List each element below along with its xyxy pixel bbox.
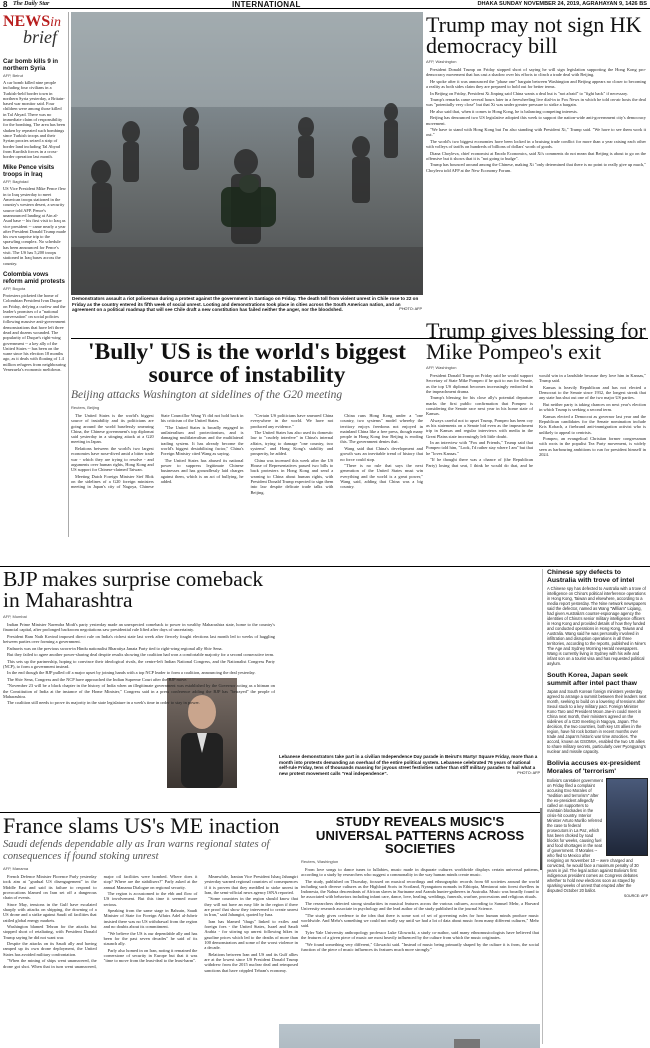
- brief-headline: Car bomb kills 9 in northern Syria: [3, 58, 59, 72]
- paragraph: The world's two biggest economies have been locked in a bruising trade conflict for more than a year raising each other with volleys of tariffs on hundreds of billions of dollars' worth of goods.: [426, 138, 646, 150]
- pompeo-story: [426, 320, 646, 552]
- paragraph: Indian Prime Minister Narendra Modi's party yesterday made an unexpected comeback to power in wealthy Maharashtra state, home to the country's financial capital, after prolonged backroom negotiations saw presidential rule lifted after days of uncertainty.: [3, 622, 275, 633]
- bully-source: Reuters, Beijing: [71, 405, 100, 410]
- bjp-body: [3, 622, 275, 706]
- caption-text: Lebanese demonstrators take part in a civilian Independence Day parade in Beirut's Martyr Square Friday, more than a month into protests demanding an overhaul of the entire political system. Lebanese celebrated 76 years of national self-rule Friday, tens of thousands massing for joyous street festivities rather than stiff military parades to hail what a new protest movement calls "real independence".: [279, 754, 538, 776]
- lebanon-photo-caption: [279, 754, 540, 776]
- paragraph: The coalition still needs to prove its majority in the state legislature in a week's time in order to stay in power.: [7, 700, 200, 706]
- paper-name: The Daily Star: [13, 1, 50, 7]
- brief-source: AFP, Bogota: [3, 285, 26, 291]
- paragraph: But neither party is taking chances on next year's election in which Trump is seeking a second term.: [539, 401, 646, 413]
- paragraph: But they failed to agree another power-sharing deal despite results showing the coalition had won a comfortable majority for a second consecutive term.: [7, 652, 275, 658]
- paragraph: The researchers detected strong similarities in musical features across the various cultures, according to Samuel Mehr, a Harvard University research associate in psychology and the lead author of the study published in the journal Science.: [301, 900, 539, 912]
- paragraph: President Donald Trump on Friday said he would support Secretary of State Mike Pompeo if he quit to run for Senate, as the top US diplomat becomes increasingly embroiled in the impeachment drama.: [426, 373, 533, 394]
- paragraph: Always careful not to upset Trump, Pompeo has been coy as his statements on a Senate bid even as the impeachment trip in Kansas and regular interviews with media in the Great Plains state increasingly left little doubt.: [426, 417, 533, 439]
- dateline: DHAKA SUNDAY NOVEMBER 24, 2019, AGRAHAYAN 9, 1426 BS: [477, 1, 647, 7]
- chile-protest-photo: [71, 12, 423, 295]
- column-divider: [68, 12, 69, 537]
- paragraph: Tyler Yale University anthropology professor Luke Glowacki, a study co-author, said many ethnomusicologists have believed that the features of a given piece of music are most heavily influenced by the culture from which the music originates.: [301, 929, 539, 941]
- bolivia-credit: SOURCE: AFP: [623, 893, 648, 898]
- paragraph: Beijing has denounced two US legislative adopted this week to support the nation-wide anti-government city's democracy movement.: [426, 115, 646, 126]
- hk-source: AFP, Washington: [426, 59, 457, 64]
- hk-body: [426, 67, 646, 173]
- chile-photo-caption: [72, 296, 422, 313]
- korea-headline: South Korea, Japan seek summit after intel pact thaw: [547, 672, 637, 687]
- bolivia-body: Bolivia's caretaker government on Friday filed a complaint accusing Evo Morales of "sedition and terrorism" after the ex-president allegedly called on supporters to maintain blockades in the crisis-hit country. Interior Minister Arturo Murillo referred the case to federal prosecutors in La Paz, which has been choked by road blocks for weeks, causing fuel and food shortages in the seat of government. If Morales -- who fled to Mexico after resigning on November 10 -- were charged and convicted, he would face a maximum penalty of 30 years in jail. The legal action against Bolivia's first indigenous president comes as Congress debates whether to hold new elections soon as stayed by sparking weeks of unrest that erupted after the disputed October 20 ballot.: [547, 777, 639, 893]
- paragraph: Iran has blamed "thugs" linked to exiles and foreign foes - the United States, Israel and Saudi Arabia - for stirring up unrest following hikes in gasoline prices which led to the deaths of more than 100 demonstrators and some of the worst violence in a decade.: [204, 918, 298, 951]
- spy-box: [547, 569, 648, 666]
- hk-headline: Trump may not sign HK democracy bill: [426, 14, 642, 58]
- paragraph: President Donald Trump on Friday stopped short of saying he will sign legislation supporting the Hong Kong pro-democracy movement that has cast a shadow over his efforts to clinch a trade deal with Beijing.: [426, 67, 646, 78]
- paragraph: "We have to stand with Hong Kong but I'm also standing with President Xi," Trump said. "We have to see them work it out.": [426, 127, 646, 138]
- hk-story: [426, 14, 646, 319]
- paragraph: Pompeo, an evangelical Christian former congressman with roots in the populist Tea Party movement, is widely seen as harbouring ambitions to run for president himself in 2024.: [539, 436, 646, 457]
- brief-item: [3, 271, 66, 372]
- brief-headline: Mike Pence visits troops in Iraq: [3, 164, 55, 179]
- paragraph: Speaking from the same stage in Bahrain, Saudi Minister of State for Foreign Affairs Adel al-Jubeir insisted there was no US withdrawal from the region and no doubts about its commitment.: [103, 908, 198, 930]
- brief-title-in: in: [50, 15, 62, 30]
- paragraph: Trump's remarks came several hours later in a freewheeling live dial-in to Fox News in which he told on-air hosts the deal was "potentially very close" but that Xi was under greater pressure to strike a bargain.: [426, 97, 646, 108]
- paragraph: "There is no rule that says the next generation of the United States must win everything and the world is a great power," Wang said, adding that China was a big country.: [340, 463, 423, 490]
- paragraph: Fadnavis was on the previous sworn-in Hindu nationalist Bharatiya Janata Party tied to right-wing regional ally Shiv Sena.: [7, 645, 223, 651]
- paragraph: "We believe the US is our dependable ally and has been for the past seven decades" he said of its staunch ally.: [103, 930, 198, 947]
- paragraph: Meeting Dutch Foreign Minister Stef Blok on the sidelines of a G20 foreign ministers meeting in Japan's city of Nagoya, Chinese State Councillor Wang Yi did not hold back in his criticism of the United States.: [71, 413, 244, 490]
- paragraph: China runs Hong Kong under a "one country, two systems" model whereby the territory enjoys freedoms not enjoyed in mainland China like a free press, though many people in Hong Kong fear Beijing is eroding this. The government denies that.: [340, 413, 423, 445]
- section-rule: [0, 812, 540, 813]
- paragraph: Washington blamed Tehran for the attacks but stopped short of retaliating, with President Donald Trump saying he did not want war.: [3, 924, 97, 940]
- paragraph: The United States is the world's biggest source of instability and its politicians are going around the world baselessly smearing China, the Chinese government's top diplomat said yesterday in a stinging attack at a G20 meeting in Japan.: [71, 413, 154, 445]
- korea-body: Japan and South Korean foreign ministers yesterday agreed to arrange a summit between their leaders next month, seeking to build on a lowering of tensions after Seoul stuck to a key military pact. Foreign Minister Kono Taro and President Moon Jae-in could meet in China next month, their ministers agreed on the sidelines of a G20 meeting in Nagoya, Japan. The decision, the two countries, both key US allies in the region, have hit rock bottom in recent months over trade and Japan's historic war time atrocities. The accord, known as GSOMIA, enabled the two US allies to share military secrets, particularly over Pyongyang's nuclear and missile capacity.: [547, 689, 647, 755]
- bjp-story: [3, 569, 275, 799]
- paragraph: Relations between Iran and US and its Gulf allies are at the lowest since US President Donald Trump withdrew from the 2015 nuclear deal and reimposed sanctions that have crippled Tehran's economy.: [204, 951, 298, 973]
- music-headline: STUDY REVEALS MUSIC'S UNIVERSAL PATTERNS ACROSS SOCIETIES: [315, 815, 525, 857]
- france-subhead: Saudi defends dependable ally as Iran warns regional states of consequences if found stoking unrest: [3, 839, 270, 862]
- france-source: AFP, Manama: [3, 866, 29, 871]
- music-body: [301, 867, 539, 952]
- paragraph: He also said that, when it comes to Hong Kong, he is balancing competing interests.: [430, 108, 578, 114]
- paragraph: From love songs to dance tunes to lullabies, music made in disparate cultures worldwide displays certain universal patterns, according to a study by researchers who suggest a commonality in the way human minds create music.: [301, 866, 539, 878]
- paragraph: He spoke after it was announced the "phase one" bargain between Washington and Beijing appears no closer to becoming a reality as both sides claim they are prepared to hold out for better terms.: [426, 78, 646, 90]
- section-name: INTERNATIONAL: [232, 0, 301, 9]
- paragraph: "When the mining of ships went unanswered, the drone got shot. When that in turn went unanswered, major oil facilities were bombed. Where does it stop? Where are the stabilisers?" Parly asked at the annual Manama Dialogue on regional security.: [3, 874, 198, 969]
- brief-body: A car bomb killed nine people including four civilians in a Turkish-held border town in northern Syria yesterday, a Britain-based war monitor said. Four children were among those killed in Tal Abyad. There was no immediate claim of responsibility for the bombing. The area has been shaken by repeated such bombings since Turkish troops and their Syrian proxies seized a strip of border land including Tal Abyad from Kurdish forces in a cross-border operation last month.: [3, 80, 65, 160]
- bully-body: [71, 413, 423, 551]
- paragraph: "The study gives credence to the idea that there is some sort of set of governing rules for how human minds produce music worldwide. And Mehr's something we could not really say until we had a lot of data about music from many different cultures," Mehr said.: [301, 912, 539, 929]
- korea-box: [547, 672, 648, 754]
- paragraph: "Certain US politicians have smeared China everywhere in the world. We have not produced any evidence.": [250, 413, 334, 429]
- paragraph: The United States has also used its domestic law to "crudely interfere" in China's internal affairs, trying to damage "one country, two systems" and Hong Kong's stability and prosperity, he added.: [250, 430, 334, 457]
- france-story: [3, 815, 298, 1045]
- bully-story: [71, 341, 423, 551]
- bjp-source: AFP, Mumbai: [3, 614, 27, 619]
- paragraph: Relations between the world's two largest economies have nose-dived amid a bitter trade war - which they are trying to resolve - and arguments over human rights, Hong Kong and US support for Chinese-claimed Taiwan.: [71, 445, 154, 473]
- paragraph: The region is accustomed to the ebb and flow of US involvement. But this time it seemed more serious.: [103, 891, 198, 907]
- paragraph: In an interview with "Fox and Friends," Trump said that Pompeo told him, "Look, I'd rather stay where I am" but that he "loves Kansas.": [426, 440, 533, 456]
- paragraph: French Defence Minister Florence Parly yesterday took aim at "gradual US disengagement" in the Middle East and said its failure to respond to provocations blamed on Iran set off a dangerous chain of events.: [3, 874, 97, 901]
- paragraph: Kansas elected a Democrat as governor last year and the Republican candidates for the Senate nomination include Kris Kobach, a firebrand anti-immigration activist who is unlikely to appeal to centrists.: [539, 413, 646, 435]
- paragraph: The study, published on Thursday, focused on musical recordings and ethnographic records from 60 societies around the world including such diverse cultures as the Highland Scots in Scotland, Nyangatom nomads in Ethiopia, Mentawai rain forest dwellers in Indonesia, the Nahua descendants of African slaves in Suriname and Aranda hunter-gatherers in Australia. Music was broadly found to be associated with behaviors including infant care, dance, love, healing, weddings, funerals, warfare, processions and religious rituals.: [301, 878, 539, 900]
- paragraph: In Beijing on Friday, President Xi Jinping said China wants a deal but is "not afraid" to "fight back" if necessary.: [430, 90, 629, 96]
- paragraph: Wang said that China's development and growth was an inevitable trend of history that no force could stop.: [340, 445, 423, 462]
- photo-credit: PHOTO: AFP: [399, 307, 422, 311]
- paragraph: "Some countries in the region should know that they will not have an easy life in the region if there are proof that show they intervened to create unrest in Iran," said Jahangiri, quoted by Isna.: [204, 896, 298, 918]
- bolivia-headline: Bolivia accuses ex-president Morales of 'terrorism': [547, 760, 641, 775]
- paragraph: Despite the attacks on its Saudi ally and having ramped up its own drone deployment, the United States has avoided military confrontation.: [3, 941, 97, 957]
- brief-item: [3, 164, 66, 265]
- pompeo-headline: Trump gives blessing for Mike Pompeo's exit: [426, 320, 646, 364]
- paragraph: "We found something very different," Glowacki said. "Instead of music being primarily shaped by the culture it is from, the social function of the piece of music influences its features much more strongly.": [301, 941, 539, 952]
- paragraph: Parly also homed in on Iran, noting it remained the cornerstone of security in Europe but that it was "time to move from the least-deal to the least-harm".: [103, 947, 198, 964]
- brief-source: AFP, Beirut: [3, 73, 23, 78]
- paragraph: "November 23 will be a black chapter in the history of India when an illegitimate government was established by the Governor acting as a hitman on the Constitution of India at the instance of the Home Minister," Congress said in a press conference adding the BJP has "betrayed" the people of Maharashtra.: [3, 683, 275, 699]
- paragraph: The Shiv Sena, Congress and the NCP have approached the Indian Supreme Court after the BJP move.: [7, 676, 188, 682]
- brief-body: Protesters picketed the home of Colombian President Ivan Duque on Friday, defying a curfew and the leader's promises of a "national conversation" on social policies following massive anti-government demonstrations that have left three dead and dozens wounded. The popularity of Duque's right-wing government -- a key ally of the United States -- has been on the wane since his election 18 months ago, as it deals with floating of 1.4 million refugees from neighbouring Venezuela's economic meltdown.: [3, 292, 66, 373]
- bully-headline: 'Bully' US is the world's biggest source of instability: [88, 341, 406, 388]
- brief-title: [3, 14, 66, 46]
- paragraph: President Ram Nath Kovind imposed direct rule on India's richest state last week after fiercely fought elections last month led to weeks of haggling between parties over forming a government.: [3, 633, 275, 645]
- paragraph: Meanwhile, Iranian Vice President Ishaq Jahangiri yesterday warned regional countries of consequences if it is proven that they meddled to stoke unrest in Iran, the semi-official news agency ISNA reported.: [204, 874, 298, 895]
- caption-text: Demonstrators assault a riot policeman during a protest against the government in Santiago on Friday. The death toll from violent unrest in Chile rose to 22 on Friday as the country entered its fifth week of social unrest. Looting and demonstrations took place in cities across the South American nation, and an agreement on a political roadmap that will see Chile draft a new constitution has failed neither the anger, nor the bloodshed.: [72, 296, 419, 312]
- bolivia-photo: [606, 778, 648, 856]
- spy-headline: Chinese spy defects to Australia with trove of intel: [547, 569, 635, 584]
- brief-headline: Colombia vows reform amid protests: [3, 270, 65, 285]
- france-body: [3, 874, 298, 1044]
- paragraph: "If he thought there was a chance of (the Republican Party) losing that seat, I think he would do that, and he would win in a landslide because they love him in Kansas," Trump said.: [426, 373, 646, 468]
- section-rule: [0, 566, 650, 567]
- bully-subhead: Beijing attacks Washington at sidelines of the G20 meeting: [71, 389, 343, 401]
- paragraph: The United States has abused its national power to suppress legitimate Chinese businesses and has groundlessly laid charges against them, which is an act of bullying, he added.: [160, 457, 244, 484]
- photo-credit: PHOTO: AFP: [517, 770, 540, 775]
- brief-item: [3, 58, 66, 159]
- bjp-headline: BJP makes surprise comeback in Maharashtra: [3, 569, 264, 612]
- france-headline: France slams US's ME inaction: [3, 815, 280, 838]
- world-sidebar: [542, 569, 648, 1044]
- brief-title-brief: brief: [23, 27, 57, 47]
- paragraph: In the end though the BJP pulled off a major upset by joining hands with a top NCP leader to form a coalition, announcing the deal yesterday.: [7, 670, 256, 676]
- brief-source: AFP, Baghdad: [3, 179, 29, 185]
- paragraph: Trump's blessing for his close ally's potential departure marks the first public confirmation that Pompeo is considering the Senate race next year in his home state of Kansas.: [426, 395, 533, 417]
- masthead: [0, 0, 650, 9]
- brief-body: US Vice President Mike Pence flew in to Iraq yesterday to meet American troops stationed in the country's western desert, a security source told AFP. Pence's unannounced landing at Ain al-Asad base -- his first visit to Iraq as vice president -- came nearly a year after President Donald Trump made his own surprise trip to the sprawling complex. No schedule has been announced for Pence's visit. The US has 5,200 troops stationed in Iraq bases across the country.: [3, 186, 66, 266]
- paragraph: China was incensed this week after the US House of Representatives passed two bills to back protesters in Hong Kong and send a warning to China about human rights, with President Donald Trump expected to sign them into law despite delicate trade talks with Beijing.: [250, 457, 334, 495]
- pompeo-source: AFP, Washington: [426, 365, 457, 370]
- spy-body: A Chinese spy has defected to Australia with a trove of intelligence on China's political interference operations in Hong Kong, Taiwan and elsewhere, according to a media report yesterday. The Nine network newspapers said the defector, named as Wang "William" Liqiang, had given Australia's counter-espionage agency the identities of China's senior military intelligence officers in Hong Kong and provided details of how they funded and conducted operations in Hong Kong, Taiwan and Australia. Wang said he was personally involved in infiltration and disruption operations in all three territories, according to the reports, published in Nine's The Age and Sydney Morning Herald newspapers. Wang is currently living in Sydney with his wife and infant son on a tourist visa and has requested political asylum.: [547, 586, 647, 667]
- music-source: Reuters, Washington: [301, 858, 339, 864]
- paragraph: Kansas is heavily Republican and has not elected a Democrat to the Senate since 1932, the longest streak that any state has shut out one of the two major US parties.: [539, 384, 646, 401]
- paragraph: Since May, tensions in the Gulf have escalated sharply with attacks on shipping, the downing of a US drone and a strike against Saudi oil facilities that rattled global energy markets.: [3, 901, 97, 923]
- paragraph: Diana Choyleva, chief economist at Enodo Economics, said Xi's comments do not mean that Beijing is about to go on the offensive but it shows that it is "not going to budge".: [426, 150, 646, 161]
- brief-title-news: NEWS: [3, 14, 51, 30]
- paragraph: Trump has bounced around among the Chinese, making Xi "only determined that there is no point to really give up much," Choyleva told AFP at the New Economy Forum.: [426, 162, 646, 173]
- paragraph: "The United States is broadly engaged in unilateralism and protectionism, and is damaging multilateralism and the multilateral trading system. It has already become the world's biggest destabilising factor," China's Foreign Ministry cited Wang as saying.: [160, 424, 244, 457]
- music-story: [301, 815, 539, 1045]
- news-in-brief: [3, 14, 66, 534]
- bolivia-box: [547, 760, 648, 897]
- pompeo-body: [426, 373, 646, 552]
- page-number: 8: [3, 0, 8, 9]
- paragraph: This sets up the partnership, hoping to convince their ideological rivals, the centre-left Indian National Congress, and the Nationalist Congress Party (NCP), to form a government instead.: [3, 658, 275, 669]
